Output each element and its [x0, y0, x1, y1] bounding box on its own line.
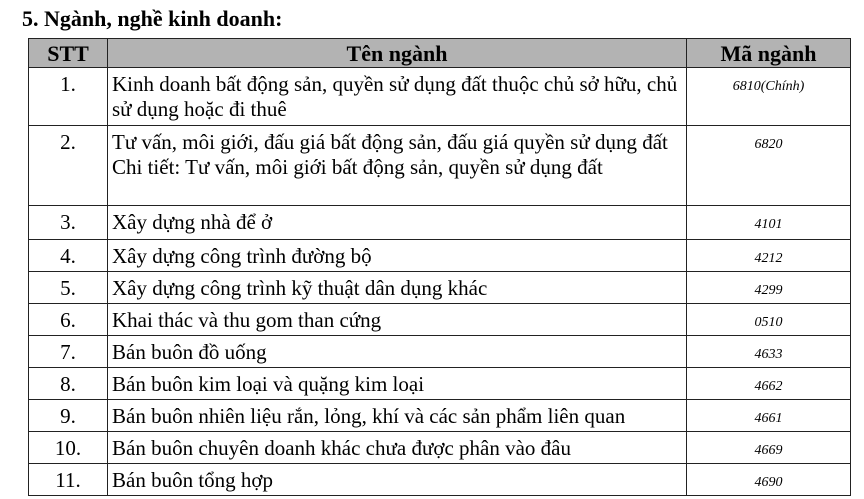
row-stt: 3. [29, 206, 108, 240]
row-code: 4101 [687, 206, 851, 240]
row-name [108, 126, 687, 206]
header-stt: STT [29, 39, 108, 68]
row-stt: 8. [29, 368, 108, 400]
row-code: 6810(Chính) [687, 68, 851, 126]
table-row [29, 206, 851, 240]
table-row [29, 336, 851, 368]
row-code: 4690 [687, 464, 851, 496]
business-lines-table [28, 38, 851, 496]
row-stt: 1. [29, 68, 108, 126]
row-name: Xây dựng công trình kỹ thuật dân dụng khác [108, 272, 687, 304]
header-name: Tên ngành [108, 39, 687, 68]
row-stt: 11. [29, 464, 108, 496]
row-code: 4299 [687, 272, 851, 304]
row-code: 4661 [687, 400, 851, 432]
row-code: 4669 [687, 432, 851, 464]
table-row [29, 432, 851, 464]
row-name: Bán buôn chuyên doanh khác chưa được phân vào đâu [108, 432, 687, 464]
row-name: Khai thác và thu gom than cứng [108, 304, 687, 336]
section-title: 5. Ngành, nghề kinh doanh: [22, 6, 283, 31]
row-name: Bán buôn nhiên liệu rắn, lỏng, khí và các sản phẩm liên quan [108, 400, 687, 432]
table-row [29, 400, 851, 432]
row-name: Kinh doanh bất động sản, quyền sử dụng đất thuộc chủ sở hữu, chủ sử dụng hoặc đi thuê [108, 68, 687, 126]
table-row [29, 68, 851, 126]
row-code: 4633 [687, 336, 851, 368]
row-code: 0510 [687, 304, 851, 336]
row-code: 4212 [687, 240, 851, 272]
table-row [29, 368, 851, 400]
table-row [29, 126, 851, 206]
table-row [29, 464, 851, 496]
table-header [29, 39, 851, 68]
table-row [29, 240, 851, 272]
table-row [29, 272, 851, 304]
table-row [29, 304, 851, 336]
row-name-text: Tư vấn, môi giới, đấu giá bất động sản, đấu giá quyền sử dụng đất [112, 130, 668, 154]
row-name: Xây dựng công trình đường bộ [108, 240, 687, 272]
row-stt: 4. [29, 240, 108, 272]
row-code: 4662 [687, 368, 851, 400]
row-name: Bán buôn tổng hợp [108, 464, 687, 496]
row-name: Bán buôn đồ uống [108, 336, 687, 368]
row-stt: 9. [29, 400, 108, 432]
row-stt: 7. [29, 336, 108, 368]
row-stt: 5. [29, 272, 108, 304]
row-name: Xây dựng nhà để ở [108, 206, 687, 240]
row-stt: 2. [29, 126, 108, 206]
row-stt: 10. [29, 432, 108, 464]
row-stt: 6. [29, 304, 108, 336]
row-name: Bán buôn kim loại và quặng kim loại [108, 368, 687, 400]
header-code: Mã ngành [687, 39, 851, 68]
row-code: 6820 [687, 126, 851, 206]
row-detail: Chi tiết: Tư vấn, môi giới bất động sản, quyền sử dụng đất [112, 155, 603, 179]
